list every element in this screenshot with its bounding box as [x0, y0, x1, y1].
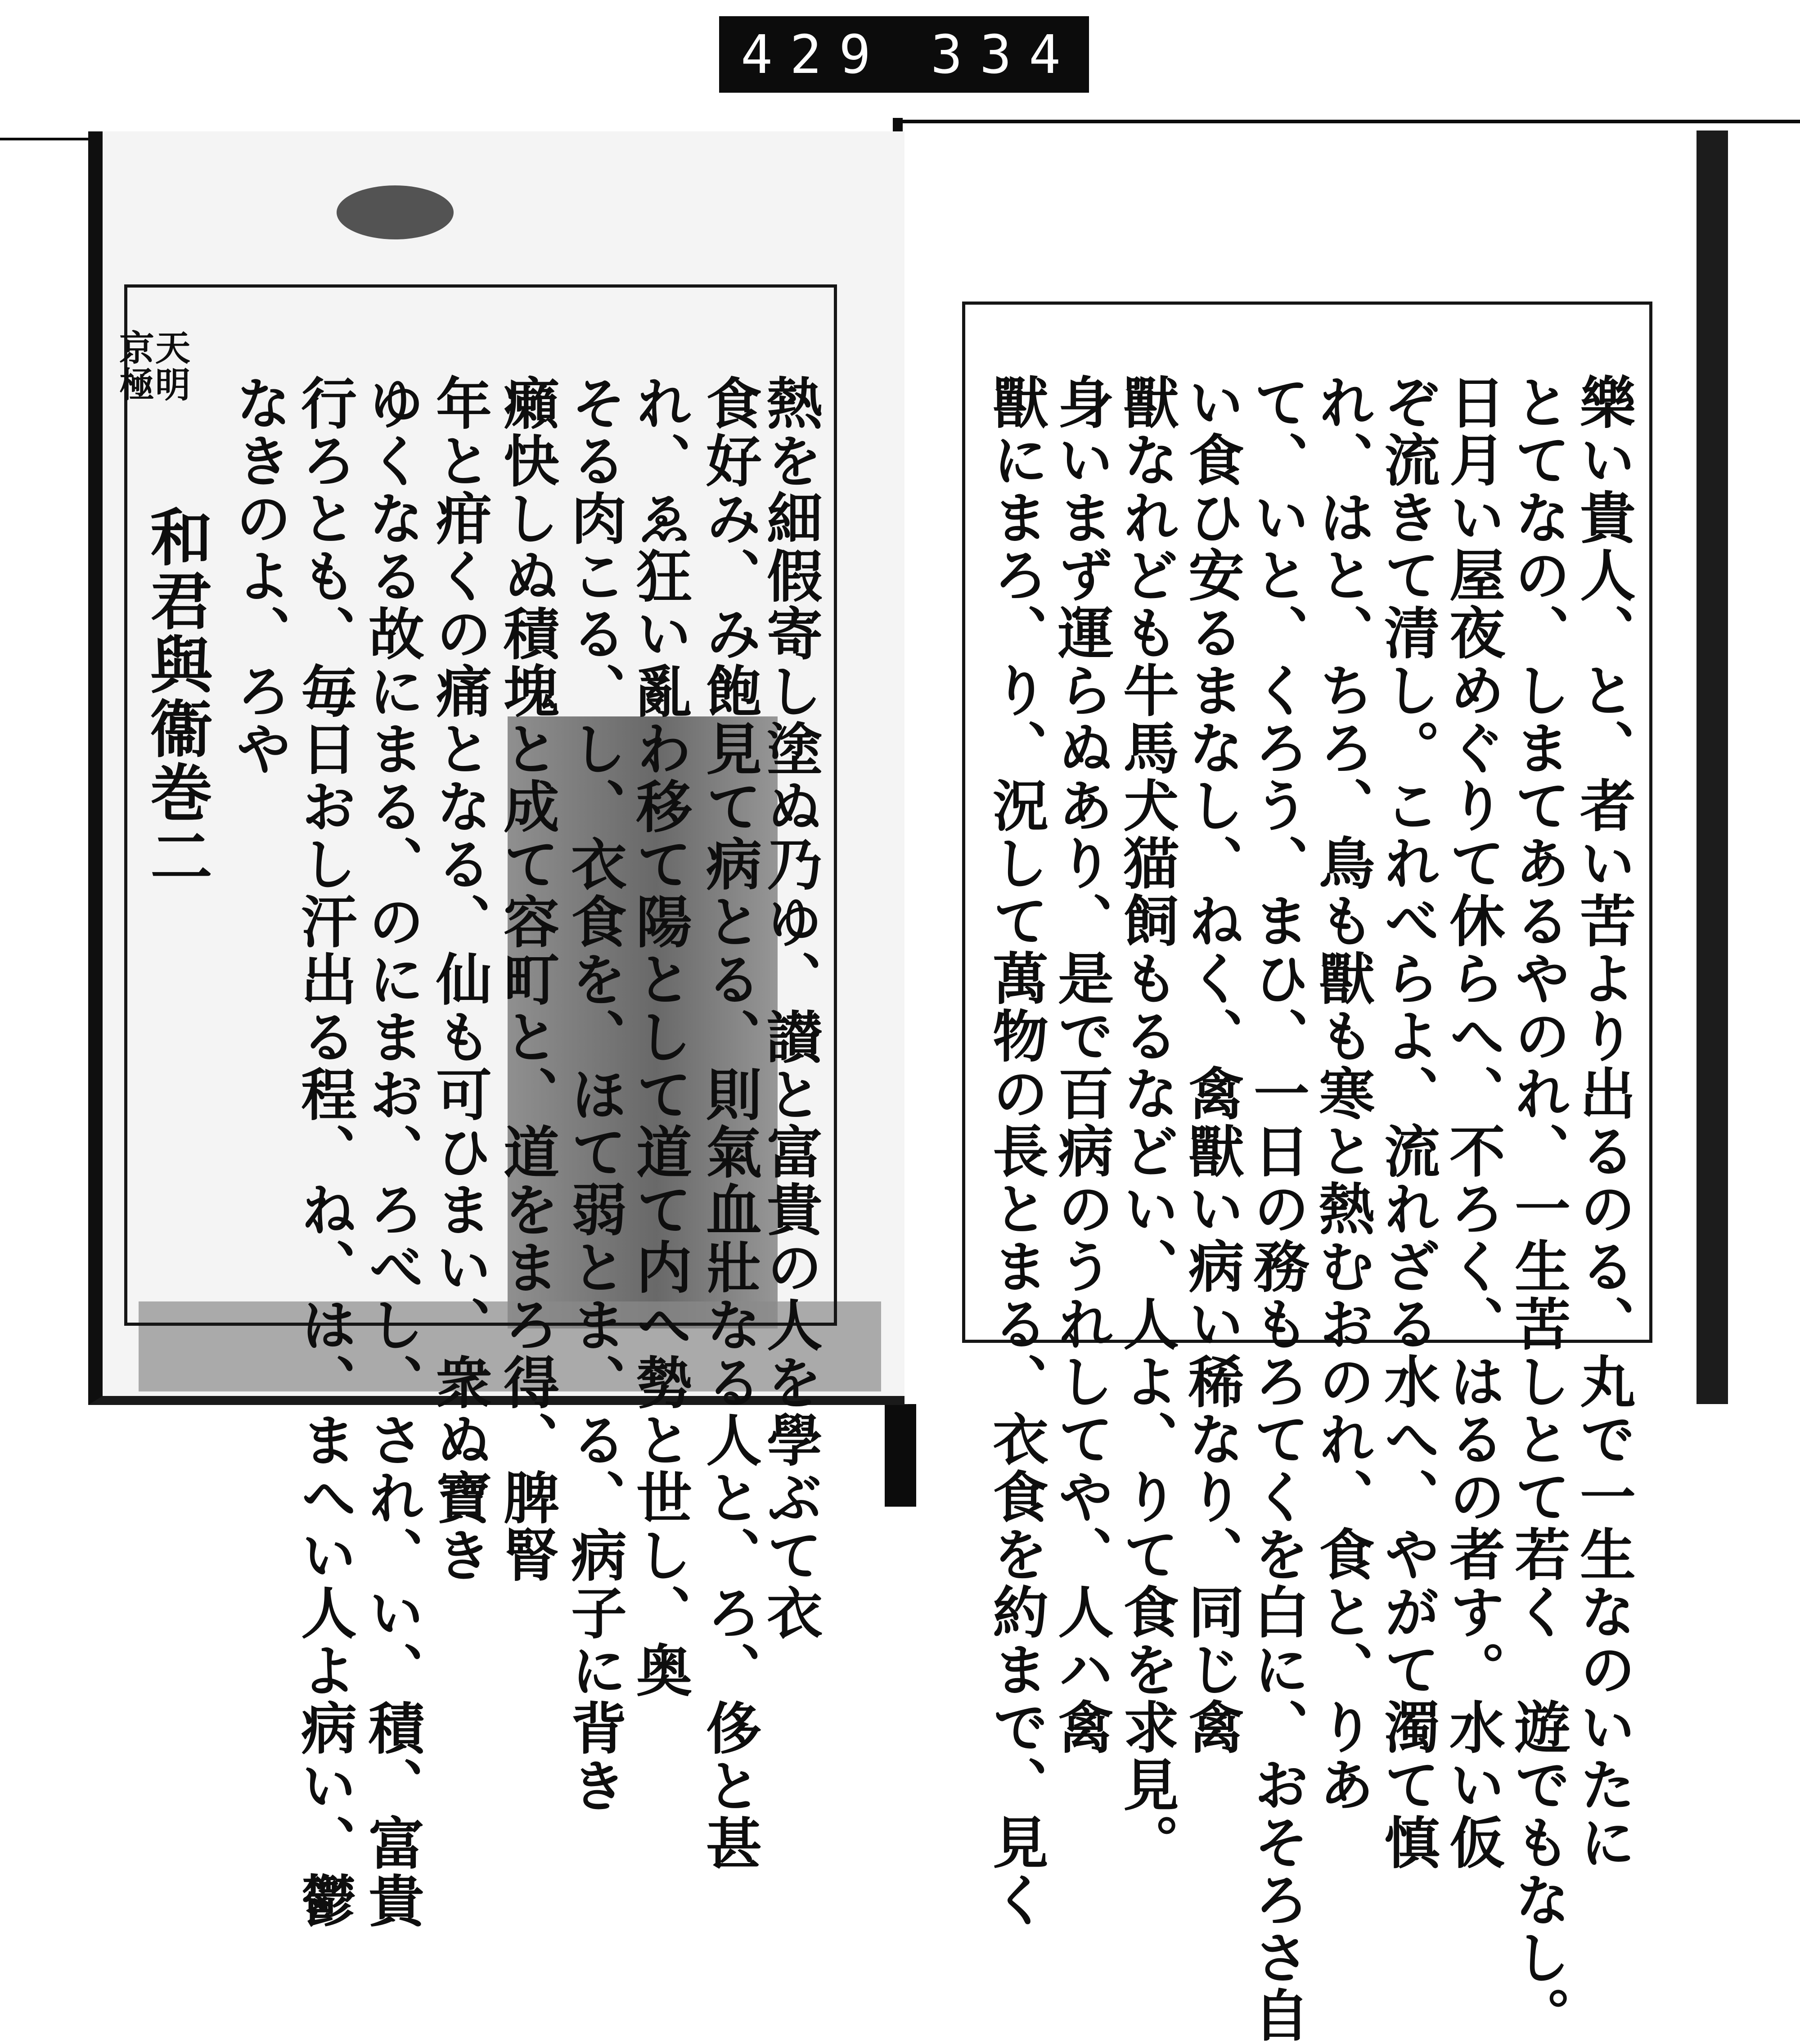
- right-text-column: とてなの、しまてあるやのれ、一生苦しとて若く 遊でもなし。: [1505, 374, 1570, 2044]
- title-subprefix: 京極: [113, 329, 154, 403]
- right-book-edge: [1696, 131, 1728, 1404]
- left-page: [88, 131, 908, 1930]
- right-text-column: ぞ流きて清し。これべらよ、流れざる水へ、やがて濁て慎: [1375, 374, 1440, 1871]
- bottom-gutter-block: [885, 1404, 916, 1507]
- right-text-column: い食ひ安るまなし、ねく、禽獸い病い稀なり、同じ禽: [1179, 374, 1244, 1756]
- left-text-column: 熱を細假寄し塗ぬ乃ゆ、讃と富貴の人を學ぶて衣: [757, 374, 823, 1642]
- right-text-column: 樂い貴人、と、者い苦より出るのる、丸で一生なのいたに: [1570, 374, 1636, 1871]
- right-text-column: れ、はと、ちろ、鳥も獸も寒と熱むおのれ、食と、りあ: [1310, 374, 1375, 1814]
- catalogue-number-left: 429: [741, 23, 888, 86]
- right-text-column: 獸なれども牛馬犬猫飼もるなどい、人よ、りて食を求見。: [1114, 374, 1179, 1871]
- title-prefix: 天明: [149, 329, 190, 403]
- top-edge-line-right: [900, 120, 1800, 123]
- left-text-column: なきのよ、ろや: [226, 374, 292, 778]
- left-text-column: 食好み、み飽見て病とる、則氣血壯なる人と、ろ、侈と甚: [697, 374, 762, 1872]
- left-text-column: 癩快しぬ積塊と成て容町と、道をまろ得、脾腎: [494, 374, 559, 1584]
- right-text-column: て、いと、くろう、まひ、一日の務もろてくを白に、おそろさ自: [1244, 374, 1310, 2044]
- left-text-column: そる肉こる、し、衣食を、ほて弱とま、る、病子に背き: [562, 374, 627, 1814]
- catalogue-number-label: [719, 16, 1127, 93]
- right-page: [904, 131, 1696, 2044]
- catalogue-number-right: 334.: [931, 23, 1127, 86]
- right-text-column: 獸にまろ、り、況して萬物の長とまる、衣食を約まで、見く: [983, 374, 1048, 1929]
- volume-title: 和君與衞巻二: [140, 505, 213, 888]
- left-text-column: 行ろとも、毎日おし汗出る程、ね、は、まへい人よ病い、鬱: [292, 374, 357, 1930]
- left-text-column: れ、ゑ狂い亂わ移て陽として道て内へ勢と世し、奥: [627, 374, 692, 1699]
- left-text-column: ゆくなる故にまる、のにまお、ろべし、され、い、積、富貴: [359, 374, 424, 1930]
- ink-stain: [337, 185, 454, 239]
- right-text-column: 身いまず運らぬあり、是で百病のうれしてや、人ハ禽: [1048, 374, 1114, 1756]
- right-text-column: 日月い屋夜めぐりて休らへ、不ろく、はるの者す。水い仮: [1440, 374, 1505, 1871]
- left-text-column: 年と疳くの痛となる、仙も可ひまい、衆ぬ寶き: [427, 374, 492, 1584]
